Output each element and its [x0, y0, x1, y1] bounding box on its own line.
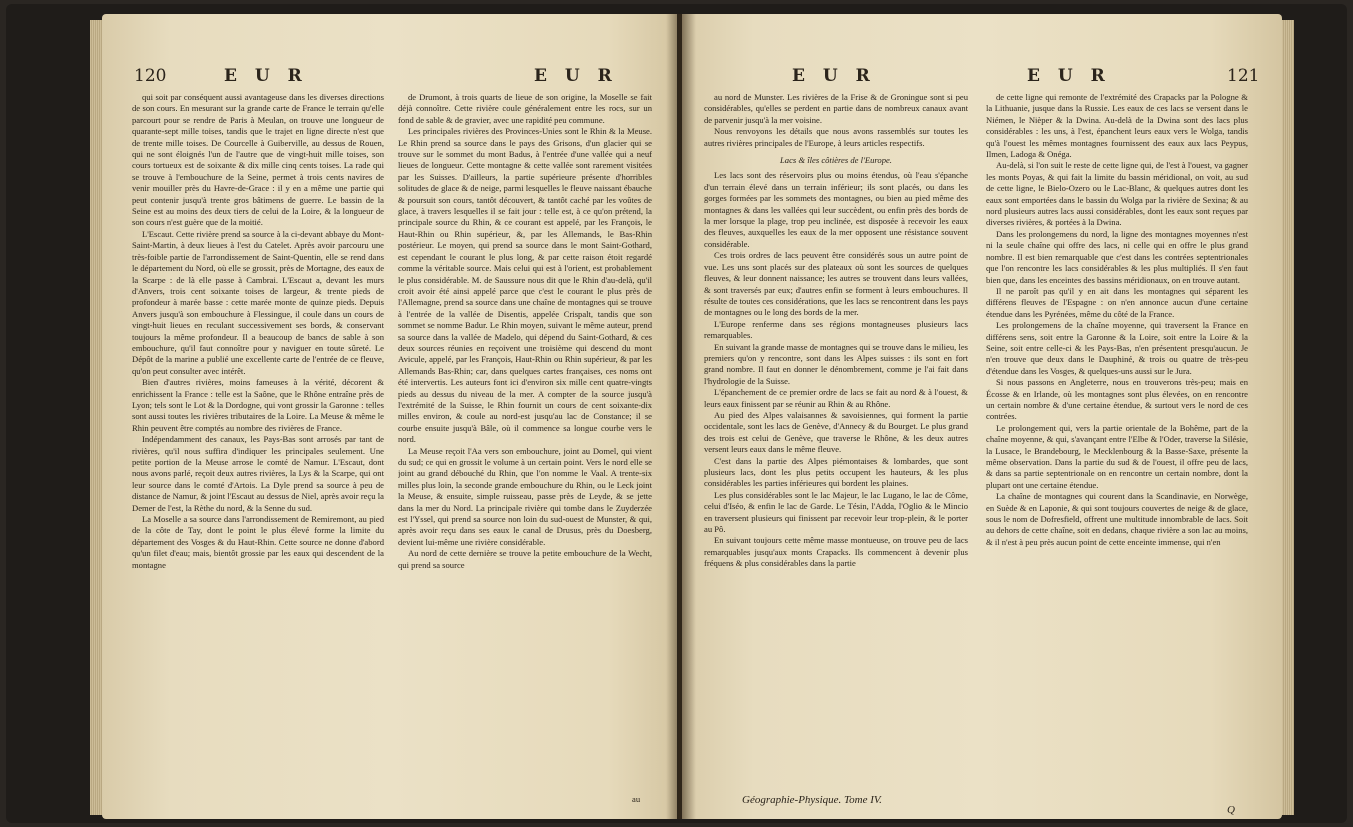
paragraph: Dans les prolongemens du nord, la ligne des montagnes moyennes n'est ni la seule chaîne qui offre des lacs, ni celle qui en offre le plus grand nombre. Il est bien remarquable que c'est dans les contrées septentrionales que l'on rencontre les lacs considérables & les plus multipliés. Il s'en faut bien que, dans les enceintes des bassins méridionaux, on en trouve autant.: [986, 228, 1248, 285]
paragraph: L'Europe renferme dans ses régions montagneuses plusieurs lacs remarquables.: [704, 318, 968, 341]
paragraph: Les prolongemens de la chaîne moyenne, qui traversent la France en différens sens, soit entre la Garonne & la Loire, soit entre la Loire & la Seine, soit entre celle-ci & les Pays-Bas, n'en présentent presqu'aucun. Je n'en trouve que deux dans le Dauphiné, & trois ou quatre de très-peu d'étendue dans les Vosges, & quelques-uns aussi sur le Jura.: [986, 320, 1248, 376]
right-page: [682, 14, 1282, 819]
paragraph: Le prolongement qui, vers la partie orientale de la Bohême, part de la chaîne moyenne, & qui, s'avançant entre l'Elbe & l'Oder, traverse la Silésie, la Lusace, le Brandebourg, le Mecklenbourg & la Basse-Saxe, présente la même observation. Dans la partie du sud & de l'ouest, il offre peu de lacs, & dans sa partie septentrionale on en rencontre un certain nombre, dont la plupart ont une certaine étendue.: [986, 422, 1248, 490]
right-page-header: [682, 66, 1282, 90]
paragraph: Ces trois ordres de lacs peuvent être considérés sous un autre point de vue. Les uns sont placés sur des plateaux où sont les sources de quelques fleuves, & leur donnent naissance; les autres se trouvent dans leurs vallées, & sont traversés par eux; d'autres enfin se forment à leurs embouchures. Il résulte de toutes ces considérations, que les lacs se rencontrent dans les pays de montagnes ou le long des bords de la mer.: [704, 250, 968, 318]
page-footer: Géographie-Physique. Tome IV.: [742, 794, 882, 806]
paragraph: Il ne paroît pas qu'il y en ait dans les montagnes qui séparent les différens fleuves de l'Espagne : on n'en annonce aucun d'une certaine étendue dans les Pyrénées, même du côté de la France.: [986, 285, 1248, 319]
paragraph: Bien d'autres rivières, moins fameuses à la vérité, décorent & enrichissent la France : telle est la Saône, que le Rhône entraîne près de Lyon; tels sont le Lot & la Dordogne, qui vont grossir la Garonne : telles sont aussi toutes les rivières tributaires de la Loire. La Meuse & même le Rhin peuvent être comptés au nombre des rivières de France.: [132, 377, 384, 433]
paragraph: L'épanchement de ce premier ordre de lacs se fait au nord & à l'ouest, & leurs eaux finissent par se réunir au Rhin & au Rhône.: [704, 387, 968, 409]
page-number: 120: [134, 66, 167, 86]
paragraph: La chaîne de montagnes qui courent dans la Scandinavie, en Norwège, en Suède & en Laponie, & qui sont toujours couvertes de neige & de glace, sous le nom de Dofresfield, offrent une multitude innombrable de lacs. Soit au dehors de cette chaîne, soit en dedans, chaque rivière a son lac au moins, & il n'est à peu près aucun point de cette enceinte immense, qui n'en: [986, 491, 1248, 547]
paragraph: En suivant toujours cette même masse montueuse, on trouve peu de lacs remarquables jusqu'aux monts Crapacks. Ils commencent à devenir plus fréquens & plus considérables dans la partie: [704, 535, 968, 569]
signature-mark: Q: [1227, 804, 1235, 816]
paragraph: La Meuse reçoit l'Aa vers son embouchure, joint au Domel, qui vient du sud; ce qui en grossit le volume à un certain point. Vers le nord elle se joint au grand débouché du Rhin, que l'on nomme le Vaal. A trente-six milles plus loin, la seconde grande embouchure du Rhin, ou le Leck joint la Meuse, & ensuite, simple ruisseau, passe près de Leyde, & se jette dans la mer du Nord. La principale rivière qui tombe dans le Zuyderzée est l'Yssel, qui prend sa source non loin du sud-ouest de Munster, & qui, après avoir reçu dans ses eaux le canal de Drusus, près du Doesberg, devient lui-même une rivière considérable.: [398, 445, 652, 547]
paragraph: Indépendamment des canaux, les Pays-Bas sont arrosés par tant de rivières, qu'il nous suffira d'indiquer les principales seulement. Une petite portion de la Meuse arrose le comté de Namur. L'Escaut, dont nous avons parlé, reçoit deux autres rivières, la Lys & la Scarpe, qui ont leur source dans le comté d'Artois. La Dyle prend sa source à peu de distance de Namur, & joint l'Escaut au dessus de Niel, après avoir reçu la Demer de l'est, la Rèthe du nord, & la Senne du sud.: [132, 434, 384, 513]
paragraph: En suivant la grande masse de montagnes qui se trouve dans le milieu, les premiers qu'on y rencontre, sont dans les Alpes suisses : ils sont en fort grand nombre. Il faut en donner le dénombrement, comme je l'ai fait dans l'hydrologie de la Suisse.: [704, 341, 968, 386]
left-page-column-2: [398, 92, 652, 792]
running-head: E U R: [792, 66, 876, 86]
page-edges-right: [1280, 20, 1294, 815]
paragraph: Au nord de cette dernière se trouve la petite embouchure de la Wecht, qui prend sa source: [398, 548, 652, 570]
paragraph: Nous renvoyons les détails que nous avons rassemblés sur toutes les autres rivières principales de l'Europe, à leurs articles respectifs.: [704, 126, 968, 148]
right-page-column-1: [704, 92, 968, 802]
left-page-column-1: [132, 92, 384, 792]
running-head: E U R: [1027, 66, 1111, 86]
page-number: 121: [1227, 66, 1260, 86]
left-page: [102, 14, 677, 819]
paragraph: Au-delà, si l'on suit le reste de cette ligne qui, de l'est à l'ouest, va gagner les monts Poyas, & qui fait la limite du bassin méridional, on voit, au sud de cette ligne, le Bielo-Ozero ou le Lac-Blanc, & quelques autres dont les eaux sont emportées dans le bassin du Wolga par la rivière de Sexina; & au nord plusieurs autres lacs aussi considérables, dont les eaux sont reçues par diverses rivières, & portées à la Dwina.: [986, 160, 1248, 228]
paragraph: de Drumont, à trois quarts de lieue de son origine, la Moselle se fait déjà connoître. Cette rivière coule généralement entre les rocs, sur un fond de sable & de gravier, avec une rapidité peu commune.: [398, 92, 652, 125]
catchword: au: [632, 794, 641, 804]
paragraph: au nord de Munster. Les rivières de la Frise & de Groningue sont si peu considérables, qu'elles se perdent en partie dans de nombreux canaux avant de parvenir jusqu'à la mer voisine.: [704, 92, 968, 125]
paragraph: de cette ligne qui remonte de l'extrémité des Crapacks par la Pologne & la Lithuanie, jusque dans la Russie. Les eaux de ces lacs se versent dans le Niémen, le Nièper & la Dwina. Au-delà de la Dwina sont des lacs plus considérables : les uns, à l'est, épanchent leurs eaux vers le Wolga, tandis qu'à l'ouest les mêmes montagnes fournissent des eaux aux lacs Peypus, Ilmen, Ladoga & Onéga.: [986, 92, 1248, 160]
book-spread: [6, 4, 1347, 823]
paragraph: qui soit par conséquent aussi avantageuse dans les diverses directions de son cours. En mesurant sur la grande carte de France le terrain qu'elle parcourt pour se rendre de Paris à Meulan, on trouve une longueur de quarante-sept mille toises, tandis que le trajet en ligne directe n'est que de trente mille toises. De Courcelle à Guiberville, au dessus de Rouen, qui ne sont éloignés l'un de l'autre que de vingt-huit mille toises, son cours tortueux est de soixante & dix mille cinq cents toises. La rade qui se trouve à l'embouchure de la Seine, permet à trois cents navires de venir mouiller près du Havre-de-Grace : il y en a même une partie qui peut contenir jusqu'à trente gros bâtimens de guerre. Le bassin de la Seine est au moins des deux tiers de celui de la Loire, & la longueur de son cours n'est guère que de la moitié.: [132, 92, 384, 228]
right-page-column-2: [986, 92, 1248, 804]
paragraph: Si nous passons en Angleterre, nous en trouverons très-peu; mais en Écosse & en Irlande, où les montagnes sont plus élevées, on en rencontre un certain nombre & d'une certaine étendue, & surtout vers le nord de ces contrées.: [986, 377, 1248, 422]
paragraph: Les principales rivières des Provinces-Unies sont le Rhin & la Meuse. Le Rhin prend sa source dans le pays des Grisons, d'un glacier qui se trouve sur le sommet du mont Badus, à l'entrée d'une vallée qui a neuf lieues de longueur. Cette montagne & cette vallée sont rarement visitées par les Suisses. D'ailleurs, la partie supérieure présente d'horribles solitudes de glace & de neige, parmi lesquelles le fleuve naissant ébauche & poursuit son cours, tantôt découvert, & tantôt caché par les voûtes de glace, à travers lesquelles il se fait jour : telle est, à ce qu'on prétend, la principale source du Rhin, & ce courant est appelé, par les François, le Haut-Rhin ou Rhin supérieur, &, par les Allemands, le Bas-Rhin postérieur. Le moyen, qui prend sa source dans le mont Saint-Gothard, est cependant le courant le plus long, & par cette raison étoit regardé comme la véritable source. Mais celui qui est à l'orient, est probablement le plus considérable. M. de Saussure nous dit que le Rhin d'au-delà, qu'il croit avoir été ainsi appelé parce que c'est le courant le plus près de l'Allemagne, prend sa source dans une chaîne de montagnes qui se trouve à l'entrée de la vallée de Disentis, appelée Crispalt, tandis que son sommet se nomme Badur. Le Rhin moyen, suivant le même auteur, prend sa source dans la vallée de Madelo, qui dépend du Saint-Gothard, & ces deux sources réunies en reçoivent une troisième qui descend du mont Avicule, appelé, par les François, Haut-Rhin ou Rhin supérieur, & par les Allemands Bas-Rhin; car, dans quelques cartes françaises, ces noms ont été intervertis. Les auteurs font ici d'environ six mille cent quatre-vingts pieds au dessus du niveau de la mer. A compter de la source jusqu'à l'extrémité de la Suisse, le Rhin fournit un cours de cent soixante-dix milles environ, & coule au nord-est jusqu'au lac de Constance; il se courbe ensuite jusqu'à Bâle, où il commence sa longue courbe vers le nord.: [398, 126, 652, 445]
paragraph: C'est dans la partie des Alpes piémontaises & lombardes, que sont plusieurs lacs, dont les plus petits occupent les hauteurs, & les plus considérables les parties inférieures qui bordent les plaines.: [704, 455, 968, 489]
running-head: E U R: [224, 66, 308, 86]
paragraph: L'Escaut. Cette rivière prend sa source à la ci-devant abbaye du Mont-Saint-Martin, à deux lieues à l'est du Catelet. Après avoir parcouru une très-foible partie de l'arrondissement de Saint-Quentin, elle se rend dans le département du Nord, où elle se grossit, près de Mortagne, des eaux de la Scarpe : de là elle passe à Cambrai. L'Escaut a, devant les murs d'Anvers, trois cent soixante toises de largeur, & trente pieds de profondeur à marée basse : cette marée monte de quinze pieds. Depuis Anvers jusqu'à son embouchure à Flessingue, il coule dans un cours de vingt-huit lieues en reculant successivement ses bords, & conservant toujours la même profondeur. Il a beaucoup de bancs de sable à son embouchure, qu'il faut connoître pour y naviguer en toute sûreté. Le Dépôt de la marine a publié une excellente carte de l'entrée de ce fleuve, qu'on peut consulter avec intérêt.: [132, 228, 384, 376]
running-head: E U R: [534, 66, 618, 86]
paragraph: La Moselle a sa source dans l'arrondissement de Remiremont, au pied de la côte de Tay, dont le point le plus élevé forme la limite du département des Vosges & du Haut-Rhin. Cette source ne donne d'abord qu'un filet d'eau; mais, bientôt grossie par les eaux qui descendent de la montagne: [132, 514, 384, 570]
paragraph: Les plus considérables sont le lac Majeur, le lac Lugano, le lac de Côme, celui d'Iséo, & enfin le lac de Garde. Le Tésin, l'Adda, l'Oglio & le Mincio en traversent plusieurs qui finissent par recevoir leur trop-plein, & le porter au Pô.: [704, 489, 968, 535]
paragraph: Les lacs sont des réservoirs plus ou moins étendus, où l'eau s'épanche d'un terrain élevé dans un terrain inférieur; ils sont placés, ou dans les gorges formées par les sommets des montagnes, ou bien au pied même des montagnes & dans les vallées qui leur succèdent, ou enfin près des bords de la mer lorsque la plage, trop peu inclinée, est disposée à recevoir les eaux des fleuves, auxquelles les eaux de la mer opposent une résistance souvent considérable.: [704, 170, 968, 249]
paragraph: Au pied des Alpes valaisannes & savoisiennes, qui forment la partie occidentale, sont les lacs de Genève, d'Annecy & du Bourget. Le plus grand des trois est celui de Genève, que traverse le Rhône, & les deux autres versent leurs eaux dans le même fleuve.: [704, 409, 968, 455]
section-title: Lacs & îles côtières de l'Europe.: [780, 155, 892, 166]
left-page-header: [102, 66, 677, 90]
